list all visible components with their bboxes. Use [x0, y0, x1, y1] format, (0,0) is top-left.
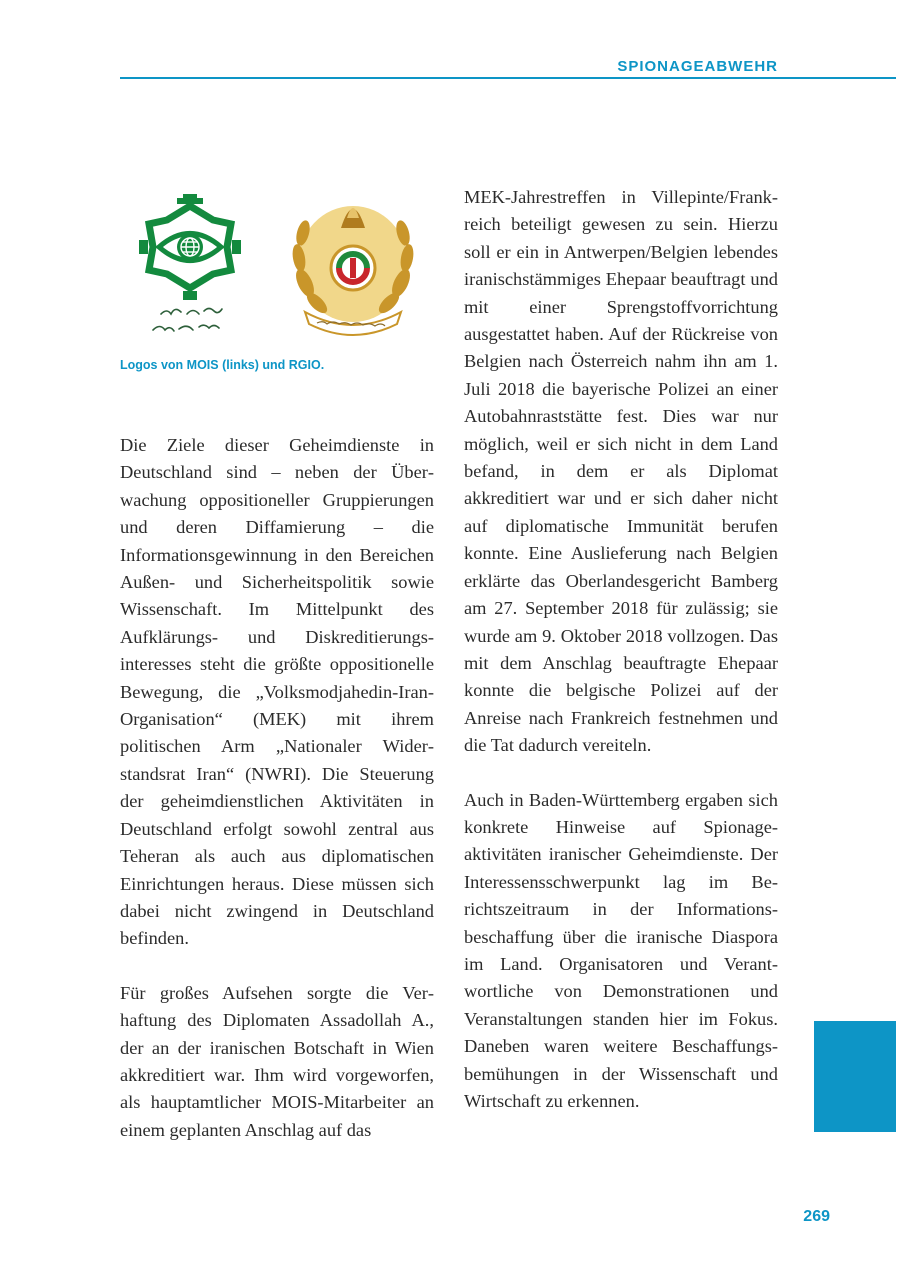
- rgio-logo: [283, 188, 423, 338]
- left-column: [120, 432, 434, 1144]
- mois-logo: [131, 188, 249, 338]
- page-number: 269: [803, 1208, 830, 1225]
- paragraph: Auch in Baden-Württemberg ergaben sich konkrete Hinweise auf Spionageaktivitäten iranischer Geheimdienste. Der Interessensschwerpunkt lag im Berichtszeitraum in der Informationsbeschaffung über die iranische Diaspora im Land. Organisatoren und Verantwortliche von Demonstrationen und Veranstaltungen standen hier im Fokus. Daneben waren weitere Beschaffungsbemühungen in der Wissenschaft und Wirtschaft zu erkennen.: [464, 789, 778, 1111]
- header-rule: [120, 77, 896, 79]
- paragraph: Die Ziele dieser Geheimdienste in Deutschland sind – neben der Überwachung oppositioneller Gruppierungen und deren Diffamierung – die Informationsgewinnung in den Bereichen Außen- und Sicherheitspolitik sowie Wissenschaft. Im Mittelpunkt des Aufklärungs- und Diskreditierungsinteresses steht die größte oppositionelle Bewegung, die „Volksmodjahedin-Iran-Organisation“ (MEK) mit ihrem politischen Arm „Nationaler Widerstandsrat Iran“ (NWRI). Die Steuerung der geheimdienstlichen Aktivitäten in Deutschland erfolgt sowohl zentral aus Teheran als auch aus diplomatischen Einrichtungen heraus. Diese müssen sich dabei nicht zwingend in Deutschland befinden.: [120, 435, 434, 949]
- right-column: [464, 184, 778, 1115]
- section-title: SPIONAGEABWEHR: [617, 58, 778, 75]
- paragraph: Für großes Aufsehen sorgte die Verhaftung des Diplomaten Assadollah A., der an der iranischen Botschaft in Wien akkreditiert war. Ihm wird vorgeworfen, als hauptamtlicher MOIS-Mitarbeiter an einem geplanten Anschlag auf das: [120, 982, 434, 1140]
- paragraph: MEK-Jahrestreffen in Villepinte/Frankreich beteiligt gewesen zu sein. Hierzu soll er ein in Antwerpen/Belgien lebendes iranischstämmiges Ehepaar beauftragt und mit einer Sprengstoffvorrichtung ausgestattet haben. Auf der Rückreise von Belgien nach Österreich nahm ihn am 1. Juli 2018 die bayerische Polizei an einer Autobahnraststätte fest. Dies war nur möglich, weil er sich nicht in dem Land befand, in dem er als Diplomat akkreditiert war und er sich daher nicht auf diplomatische Immunität berufen konnte. Eine Auslieferung nach Belgien erklärte das Oberlandesgericht Bamberg am 27. September 2018 für zulässig; sie wurde am 9. Oktober 2018 vollzogen. Das mit dem Anschlag beauftragte Ehepaar konnte die belgische Polizei auf der Anreise nach Frankreich festnehmen und die Tat dadurch vereiteln.: [464, 187, 778, 756]
- figure-caption: Logos von MOIS (links) und RGIO.: [120, 358, 325, 372]
- chapter-tab-marker: [814, 1021, 896, 1132]
